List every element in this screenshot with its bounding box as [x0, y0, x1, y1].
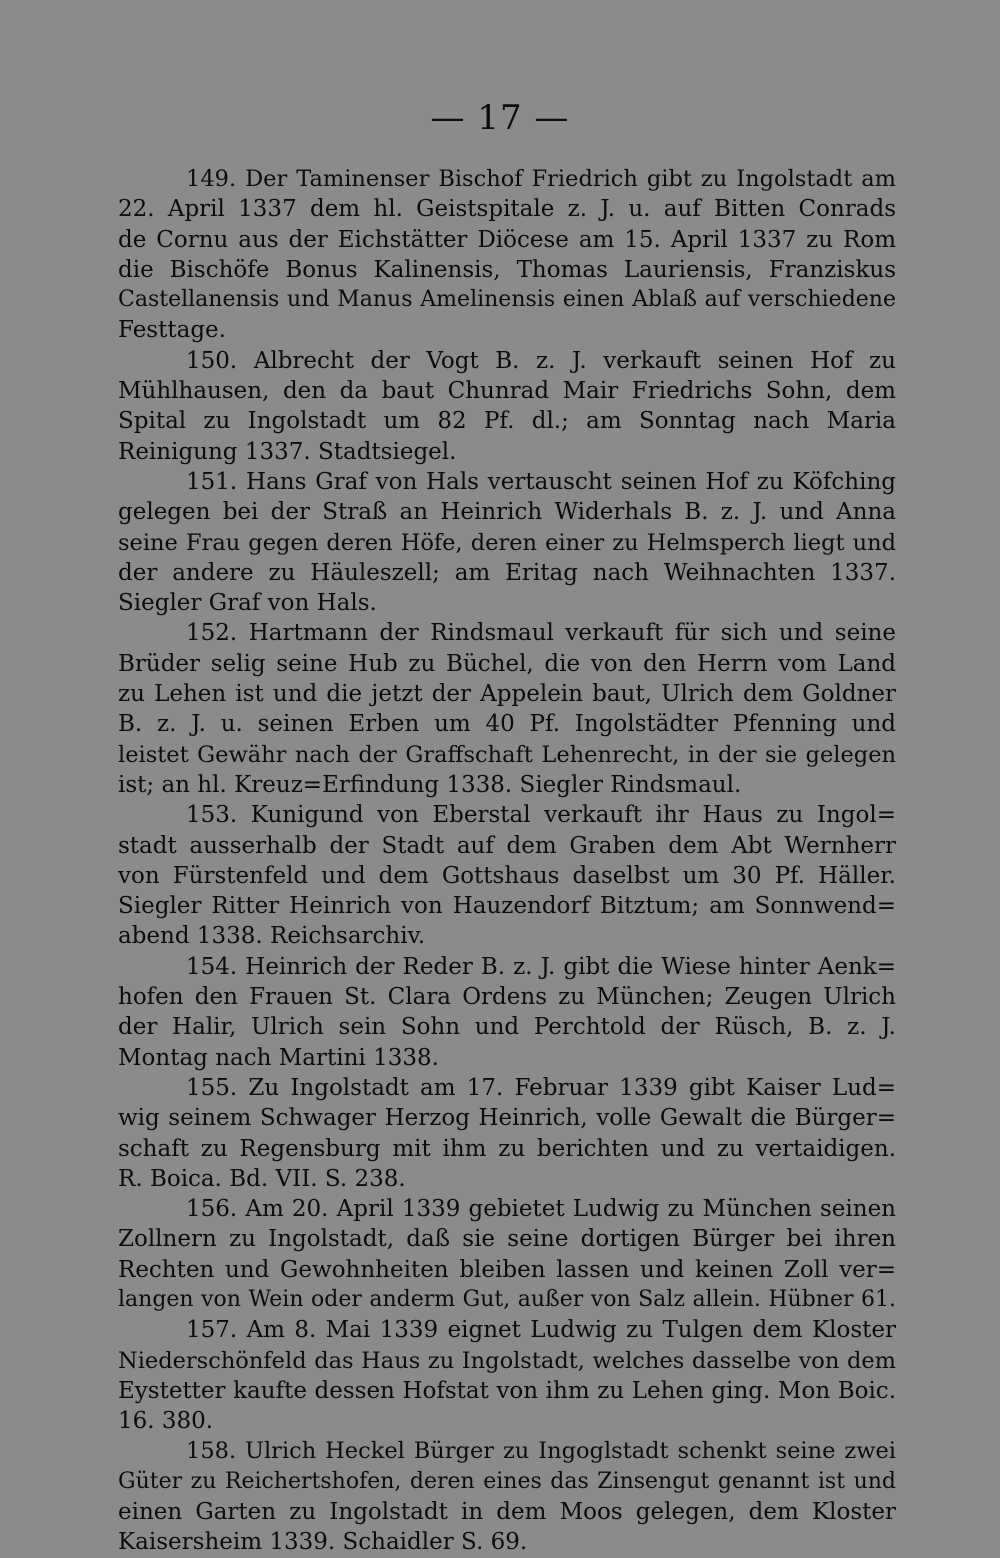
text-line: einen Garten zu Ingolstadt in dem Moos gelegen, dem Kloster	[118, 1499, 896, 1526]
text-line: 157. Am 8. Mai 1339 eignet Ludwig zu Tulgen dem Kloster	[186, 1317, 896, 1344]
page-number: — 17 —	[430, 98, 570, 138]
text-line: 22. April 1337 dem hl. Geistspitale z. J. u. auf Bitten Conrads	[118, 196, 896, 223]
text-line: de Cornu aus der Eichstätter Diöcese am 15. April 1337 zu Rom	[118, 226, 896, 253]
text-line: Castellanensis und Manus Amelinensis einen Ablaß auf verschiedene	[118, 287, 896, 313]
text-line: 150. Albrecht der Vogt B. z. J. verkauft seinen Hof zu	[186, 347, 896, 374]
text-line: B. z. J. u. seinen Erben um 40 Pf. Ingolstädter Pfenning und	[118, 711, 896, 738]
text-line: Reinigung 1337. Stadtsiegel.	[118, 438, 457, 465]
text-line: 155. Zu Ingolstadt am 17. Februar 1339 gibt Kaiser Lud=	[186, 1074, 896, 1101]
text-line: abend 1338. Reichsarchiv.	[118, 923, 426, 950]
text-line: Brüder selig seine Hub zu Büchel, die von den Herrn vom Land	[118, 650, 896, 677]
text-line: Siegler Graf von Hals.	[118, 590, 377, 617]
text-line: R. Boica. Bd. VII. S. 238.	[118, 1165, 406, 1192]
text-line: von Fürstenfeld und dem Gottshaus daselbst um 30 Pf. Häller.	[118, 862, 896, 889]
text-line: Rechten und Gewohnheiten bleiben lassen und keinen Zoll ver=	[118, 1256, 896, 1283]
text-line: 151. Hans Graf von Hals vertauscht seinen Hof zu Köfching	[186, 468, 896, 495]
text-line: 149. Der Taminenser Bischof Friedrich gibt zu Ingolstadt am	[186, 166, 896, 192]
text-line: Mühlhausen, den da baut Chunrad Mair Friedrichs Sohn, dem	[118, 378, 896, 405]
text-line: Siegler Ritter Heinrich von Hauzendorf Bitztum; am Sonnwend=	[118, 893, 896, 920]
text-line: der Halir, Ulrich sein Sohn und Perchtold der Rüsch, B. z. J.	[118, 1014, 896, 1041]
text-line: Festtage.	[118, 317, 226, 344]
text-line: stadt ausserhalb der Stadt auf dem Graben dem Abt Wernherr	[118, 832, 896, 859]
text-line: Niederschönfeld das Haus zu Ingolstadt, welches dasselbe von dem	[118, 1347, 896, 1374]
text-line: 156. Am 20. April 1339 gebietet Ludwig zu München seinen	[186, 1196, 896, 1223]
text-line: Spital zu Ingolstadt um 82 Pf. dl.; am Sonntag nach Maria	[118, 408, 896, 435]
text-line: 16. 380.	[118, 1408, 214, 1435]
text-line: Montag nach Martini 1338.	[118, 1044, 439, 1071]
text-line: Zollnern zu Ingolstadt, daß sie seine dortigen Bürger bei ihren	[118, 1226, 896, 1253]
text-line: Eystetter kaufte dessen Hofstat von ihm zu Lehen ging. Mon Boic.	[118, 1377, 896, 1404]
page-body	[118, 164, 896, 1558]
text-line: Güter zu Reichertshofen, deren eines das Zinsengut genannt ist und	[118, 1468, 896, 1494]
text-line: schaft zu Regensburg mit ihm zu berichten und zu vertaidigen.	[118, 1135, 896, 1162]
text-line: 152. Hartmann der Rindsmaul verkauft für sich und seine	[186, 620, 896, 647]
text-line: der andere zu Häuleszell; am Eritag nach Weihnachten 1337.	[118, 559, 896, 586]
text-line: langen von Wein oder anderm Gut, außer von Salz allein. Hübner 61.	[118, 1286, 896, 1312]
text-line: Kaisersheim 1339. Schaidler S. 69.	[118, 1529, 528, 1556]
text-line: 153. Kunigund von Eberstal verkauft ihr Haus zu Ingol=	[186, 802, 896, 829]
text-line: leistet Gewähr nach der Graffschaft Lehenrecht, in der sie gelegen	[118, 741, 896, 768]
text-line: gelegen bei der Straß an Heinrich Widerhals B. z. J. und Anna	[118, 499, 896, 526]
text-line: 154. Heinrich der Reder B. z. J. gibt die Wiese hinter Aenk=	[186, 953, 896, 980]
text-line: wig seinem Schwager Herzog Heinrich, volle Gewalt die Bürger=	[118, 1105, 896, 1132]
text-line: hofen den Frauen St. Clara Ordens zu München; Zeugen Ulrich	[118, 984, 896, 1011]
text-line: 158. Ulrich Heckel Bürger zu Ingoglstadt schenkt seine zwei	[186, 1438, 896, 1465]
text-line: ist; an hl. Kreuz=Erfindung 1338. Siegler Rindsmaul.	[118, 771, 742, 798]
text-line: zu Lehen ist und die jetzt der Appelein baut, Ulrich dem Goldner	[118, 681, 896, 708]
text-line: die Bischöfe Bonus Kalinensis, Thomas Lauriensis, Franziskus	[118, 256, 896, 283]
text-line: seine Frau gegen deren Höfe, deren einer zu Helmsperch liegt und	[118, 529, 896, 556]
